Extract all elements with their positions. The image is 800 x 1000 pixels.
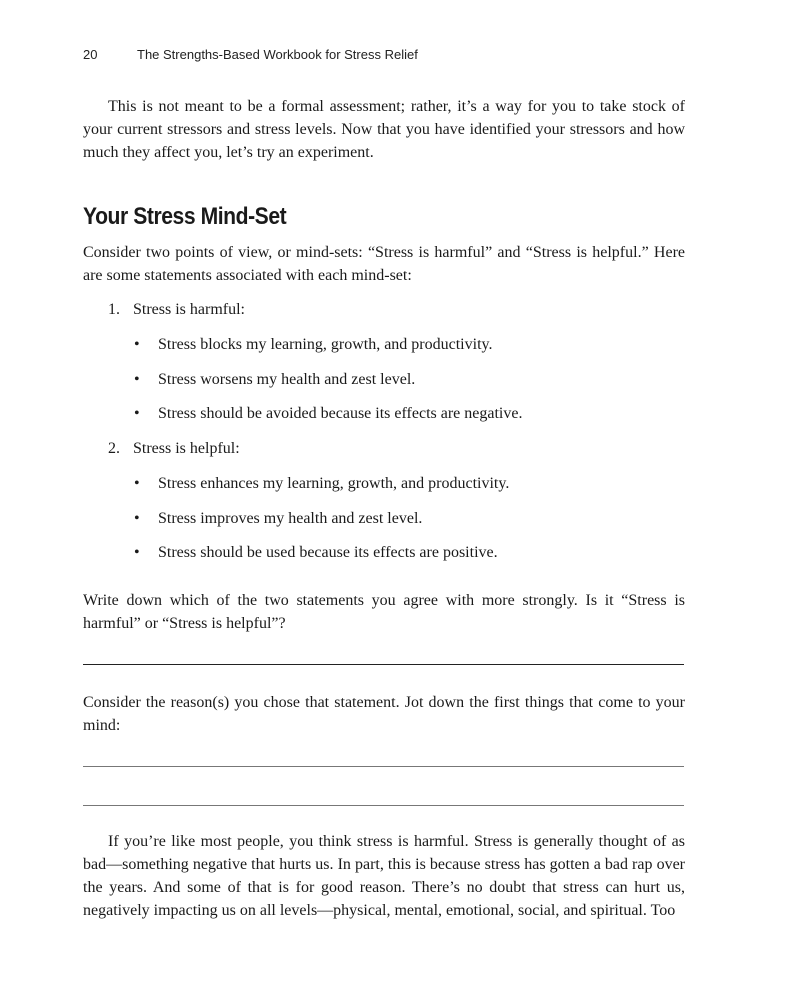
running-header: [83, 47, 418, 62]
prompt-reasons: Consider the reason(s) you chose that statement. Jot down the first things that come to your mind:: [83, 694, 685, 734]
bullet-icon: •: [134, 371, 140, 388]
intro-paragraph: This is not meant to be a formal assessment; rather, it’s a way for you to take stock of your current stressors and stress levels. Now that you have identified your stressors and how much they affect you, let’s try an experiment.: [83, 98, 685, 161]
page-number: 20: [83, 47, 98, 62]
answer-line[interactable]: [83, 805, 684, 806]
bullet-text: Stress should be used because its effects are positive.: [158, 544, 498, 561]
running-title: The Strengths-Based Workbook for Stress Relief: [137, 47, 418, 62]
mindset-item-harmful: [108, 298, 245, 321]
section-intro: Consider two points of view, or mind-sets: “Stress is harmful” and “Stress is helpful.” Here are some statements associated with each mind-set:: [83, 244, 685, 284]
bullet-icon: •: [134, 336, 140, 353]
list-item: [134, 541, 498, 564]
answer-line[interactable]: [83, 664, 684, 665]
list-item: [134, 402, 522, 425]
list-item: [134, 368, 415, 391]
mindset-label: Stress is harmful:: [133, 301, 245, 318]
list-item: [134, 507, 422, 530]
bullet-text: Stress enhances my learning, growth, and productivity.: [158, 475, 510, 492]
bullet-text: Stress worsens my health and zest level.: [158, 371, 416, 388]
list-item: [134, 333, 492, 356]
bullet-icon: •: [134, 405, 140, 422]
bullet-text: Stress improves my health and zest level.: [158, 510, 423, 527]
bullet-icon: •: [134, 544, 140, 561]
mindset-label: Stress is helpful:: [133, 440, 240, 457]
closing-paragraph: If you’re like most people, you think stress is harmful. Stress is generally thought of as bad—something negative that hurts us. In part, this is because stress has gotten a bad rap over the years. And some of that is for good reason. There’s no doubt that stress can hurt us, negatively impacting us on all levels—physical, mental, emotional, social, and spiritual. Too: [83, 833, 685, 919]
list-item: [134, 472, 509, 495]
bullet-icon: •: [134, 510, 140, 527]
bullet-icon: •: [134, 475, 140, 492]
mindset-number: 2.: [108, 440, 120, 457]
section-heading: Your Stress Mind-Set: [83, 203, 287, 230]
mindset-item-helpful: [108, 437, 240, 460]
bullet-text: Stress blocks my learning, growth, and productivity.: [158, 336, 493, 353]
mindset-number: 1.: [108, 301, 120, 318]
bullet-text: Stress should be avoided because its effects are negative.: [158, 405, 523, 422]
answer-line[interactable]: [83, 766, 684, 767]
prompt-agree-statement: Write down which of the two statements you agree with more strongly. Is it “Stress is harmful” or “Stress is helpful”?: [83, 592, 685, 632]
